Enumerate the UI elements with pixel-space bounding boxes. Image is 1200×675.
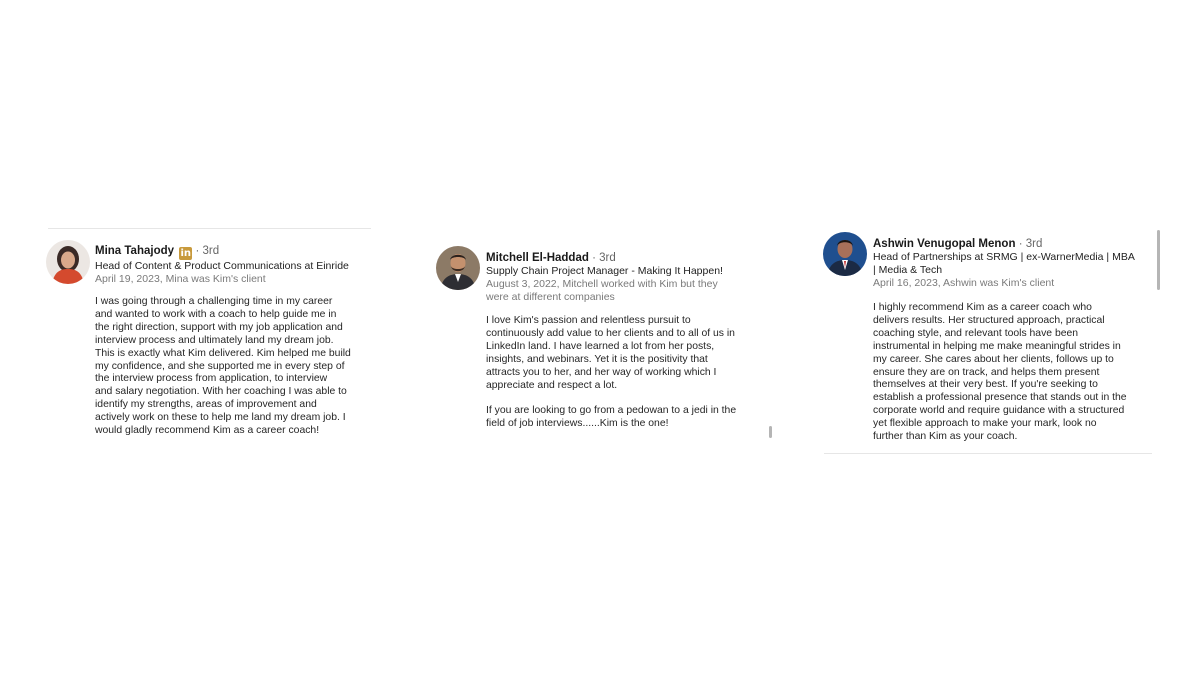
reviewer-name[interactable]: Mitchell El-Haddad <box>486 252 589 264</box>
reviewer-headline: Supply Chain Project Manager - Making It Happen! <box>486 265 723 277</box>
connection-degree: · 3rd <box>1018 238 1043 250</box>
recommendation-meta: April 16, 2023, Ashwin was Kim's client <box>873 277 1055 289</box>
recommendation-meta: April 19, 2023, Mina was Kim's client <box>95 273 266 285</box>
person-avatar-icon <box>823 232 867 276</box>
reviewer-name[interactable]: Ashwin Venugopal Menon <box>873 238 1016 250</box>
person-avatar-icon <box>46 240 90 284</box>
reviewer-name[interactable]: Mina Tahajody <box>95 245 175 257</box>
recommendation-text: I love Kim's passion and relentless pursuit to continuously add value to her clients and to all of us in LinkedIn land. I have learned a lot from her posts, insights, and webinars. Yet it is the positivity that attracts you to her, and her way of working which I appreciate and respect a lot. If you are looking to go from a pedowan to a jedi in the field of job interviews......Kim is the one! <box>486 315 737 430</box>
avatar-ashwin[interactable] <box>823 232 867 276</box>
scrollbar-thumb[interactable] <box>769 426 772 438</box>
card-divider-bottom <box>824 453 1152 454</box>
recommendation-meta: August 3, 2022, Mitchell worked with Kim but they were at different companies <box>486 278 718 303</box>
reviewer-headline: Head of Partnerships at SRMG | ex-WarnerMedia | MBA | Media & Tech <box>873 251 1135 276</box>
avatar-mitchell[interactable] <box>436 246 480 290</box>
connection-degree: · 3rd <box>195 245 220 257</box>
reviewer-headline: Head of Content & Product Communications at Einride <box>95 260 349 272</box>
person-avatar-icon <box>436 246 480 290</box>
scrollbar-thumb[interactable] <box>1157 230 1160 290</box>
card-divider-top <box>48 228 371 229</box>
linkedin-icon: in <box>180 248 191 259</box>
connection-degree: · 3rd <box>592 252 616 264</box>
recommendation-text: I highly recommend Kim as a career coach who delivers results. Her structured approach, practical coaching style, and relevant tools have been instrumental in helping me make meaningful strides in my career. She cares about her clients, follows up to ensure they are on track, and helps them present themselves at their very best. If you're seeking to establish a professional presence that stands out in the corporate world and require guidance with a structured yet flexible approach to make your mark, look no further than Kim as your coach. <box>873 302 1127 443</box>
avatar-mina[interactable] <box>46 240 90 284</box>
recommendation-text: I was going through a challenging time in my career and wanted to work with a coach to help guide me in the right direction, support with my job application and interview process and ultimately land my dream job. This is exactly what Kim delivered. Kim helped me build my confidence, and she supported me in every step of the interview process from application, to interview and salary negotiation. With her coaching I was able to identify my strengths, areas of improvement and actively work on these to help me land my dream job. I would gladly recommend Kim as a career coach! <box>95 296 351 437</box>
